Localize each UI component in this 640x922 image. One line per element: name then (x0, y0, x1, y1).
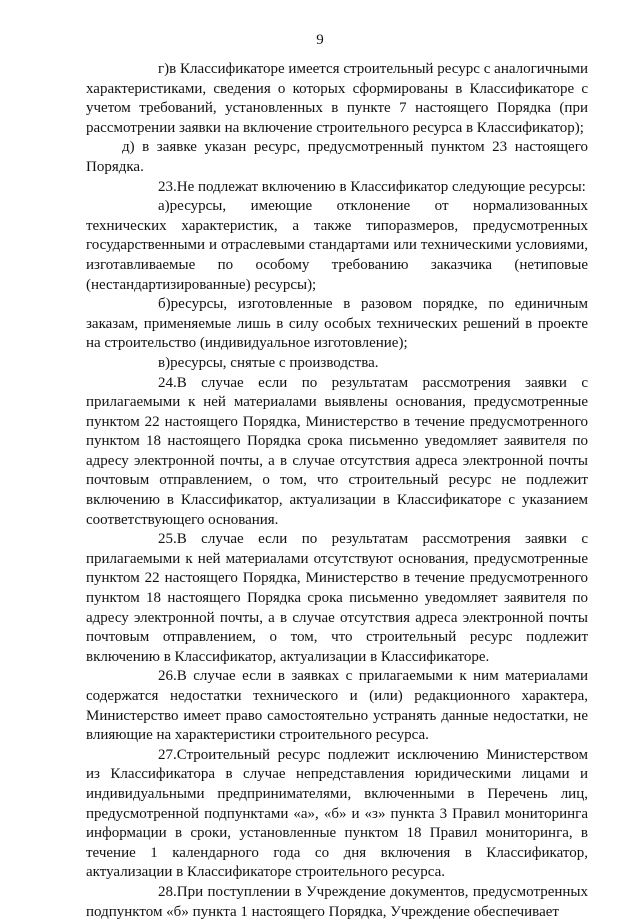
item-number: 26. (158, 668, 177, 685)
paragraph-text: При поступлении в Учреждение документов, предусмотренных подпунктом «б» пункта 1 настоящего Порядка, Учреждение обеспечивает (86, 883, 588, 920)
paragraph-text: В случае если по результатам рассмотрения заявки с прилагаемыми к ней материалами отсутствуют основания, предусмотренные пунктом 22 настоящего Порядка, Министерство в течение предусмотренного пунктом 18 настоящего Порядка срока письменно уведомляет заявителя по адресу электронной почты, а в случае отсутствия адреса электронной почты почтовым отправлением, о том, что строительный ресурс подлежит включению в Классификатор, актуализации в Классификаторе. (86, 531, 588, 665)
item-number: 23. (158, 178, 177, 195)
paragraph-text: Строительный ресурс подлежит исключению Министерством из Классификатора в случае непредставления юридическими лицами и индивидуальными предпринимателями, включенными в Перечень лиц, предусмотренной подпунктами «а», «б» и «з» пункта 3 Правил мониторинга информации в сроки, установленные пунктом 18 Правил мониторинга, в течение 1 календарного года со дня включения в Классификатор, актуализации в Классификаторе строительного ресурса. (86, 746, 588, 881)
paragraph-item-27 (86, 746, 588, 883)
paragraph-text: д) в заявке указан ресурс, предусмотренный пунктом 23 настоящего Порядка. (86, 139, 588, 175)
item-label: г) (158, 61, 170, 77)
item-label: а) (158, 198, 170, 215)
page-number: 9 (316, 32, 324, 48)
item-number: 25. (158, 531, 177, 548)
paragraph-text: В случае если по результатам рассмотрения заявки с прилагаемыми к ней материалами выявлены основания, предусмотренные пунктом 22 настоящего Порядка, Министерство в течение предусмотренного пунктом 18 настоящего Порядка срока письменно уведомляет заявителя по адресу электронной почты, а в случае отсутствия адреса электронной почты почтовым отправлением, о том, что строительный ресурс не подлежит включению в Классификатор, актуализации в Классификаторе с указанием соответствующего основания. (86, 374, 588, 528)
paragraph-item-26 (86, 667, 588, 745)
paragraph-text: ресурсы, имеющие отклонение от нормализованных технических характеристик, а также типоразмеров, предусмотренных государственными и отраслевыми стандартами или техническими условиями, изготавливаемые по особому требованию заказчика (нетиповые (нестандартизированные) ресурсы); (86, 198, 588, 293)
paragraph-subitem-d (86, 138, 588, 177)
paragraph-text: в Классификаторе имеется строительный ресурс с аналогичными характеристиками, сведения о которых сформированы в Классификаторе с учетом требований, установленных в пункте 7 настоящего Порядка (при рассмотрении заявки на включение строительного ресурса в Классификатор); (86, 61, 588, 136)
item-label: в) (158, 354, 171, 371)
paragraph-text: В случае если в заявках с прилагаемыми к ним материалами содержатся недостатки технического и (или) редакционного характера, Министерство имеет право самостоятельно устранять данные недостатки, не влияющие на характеристики строительного ресурса. (86, 668, 588, 744)
paragraph-text: ресурсы, снятые с производства. (170, 354, 379, 371)
item-number: 28. (158, 883, 177, 900)
document-body (86, 60, 588, 922)
item-label: б) (158, 296, 171, 313)
paragraph-subitem-g (86, 60, 588, 138)
paragraph-item-24 (86, 374, 588, 531)
paragraph-item-23 (86, 178, 588, 198)
paragraph-subitem-a (86, 197, 588, 295)
item-number: 24. (158, 374, 177, 391)
paragraph-subitem-b (86, 295, 588, 354)
paragraph-text: ресурсы, изготовленные в разовом порядке, по единичным заказам, применяемые лишь в силу особых технических решений в проекте на строительство (индивидуальное изготовление); (86, 296, 588, 352)
paragraph-subitem-v (86, 354, 588, 374)
item-number: 27. (158, 746, 177, 763)
paragraph-item-28 (86, 883, 588, 922)
paragraph-text: Не подлежат включению в Классификатор следующие ресурсы: (176, 178, 586, 195)
paragraph-item-25 (86, 530, 588, 667)
